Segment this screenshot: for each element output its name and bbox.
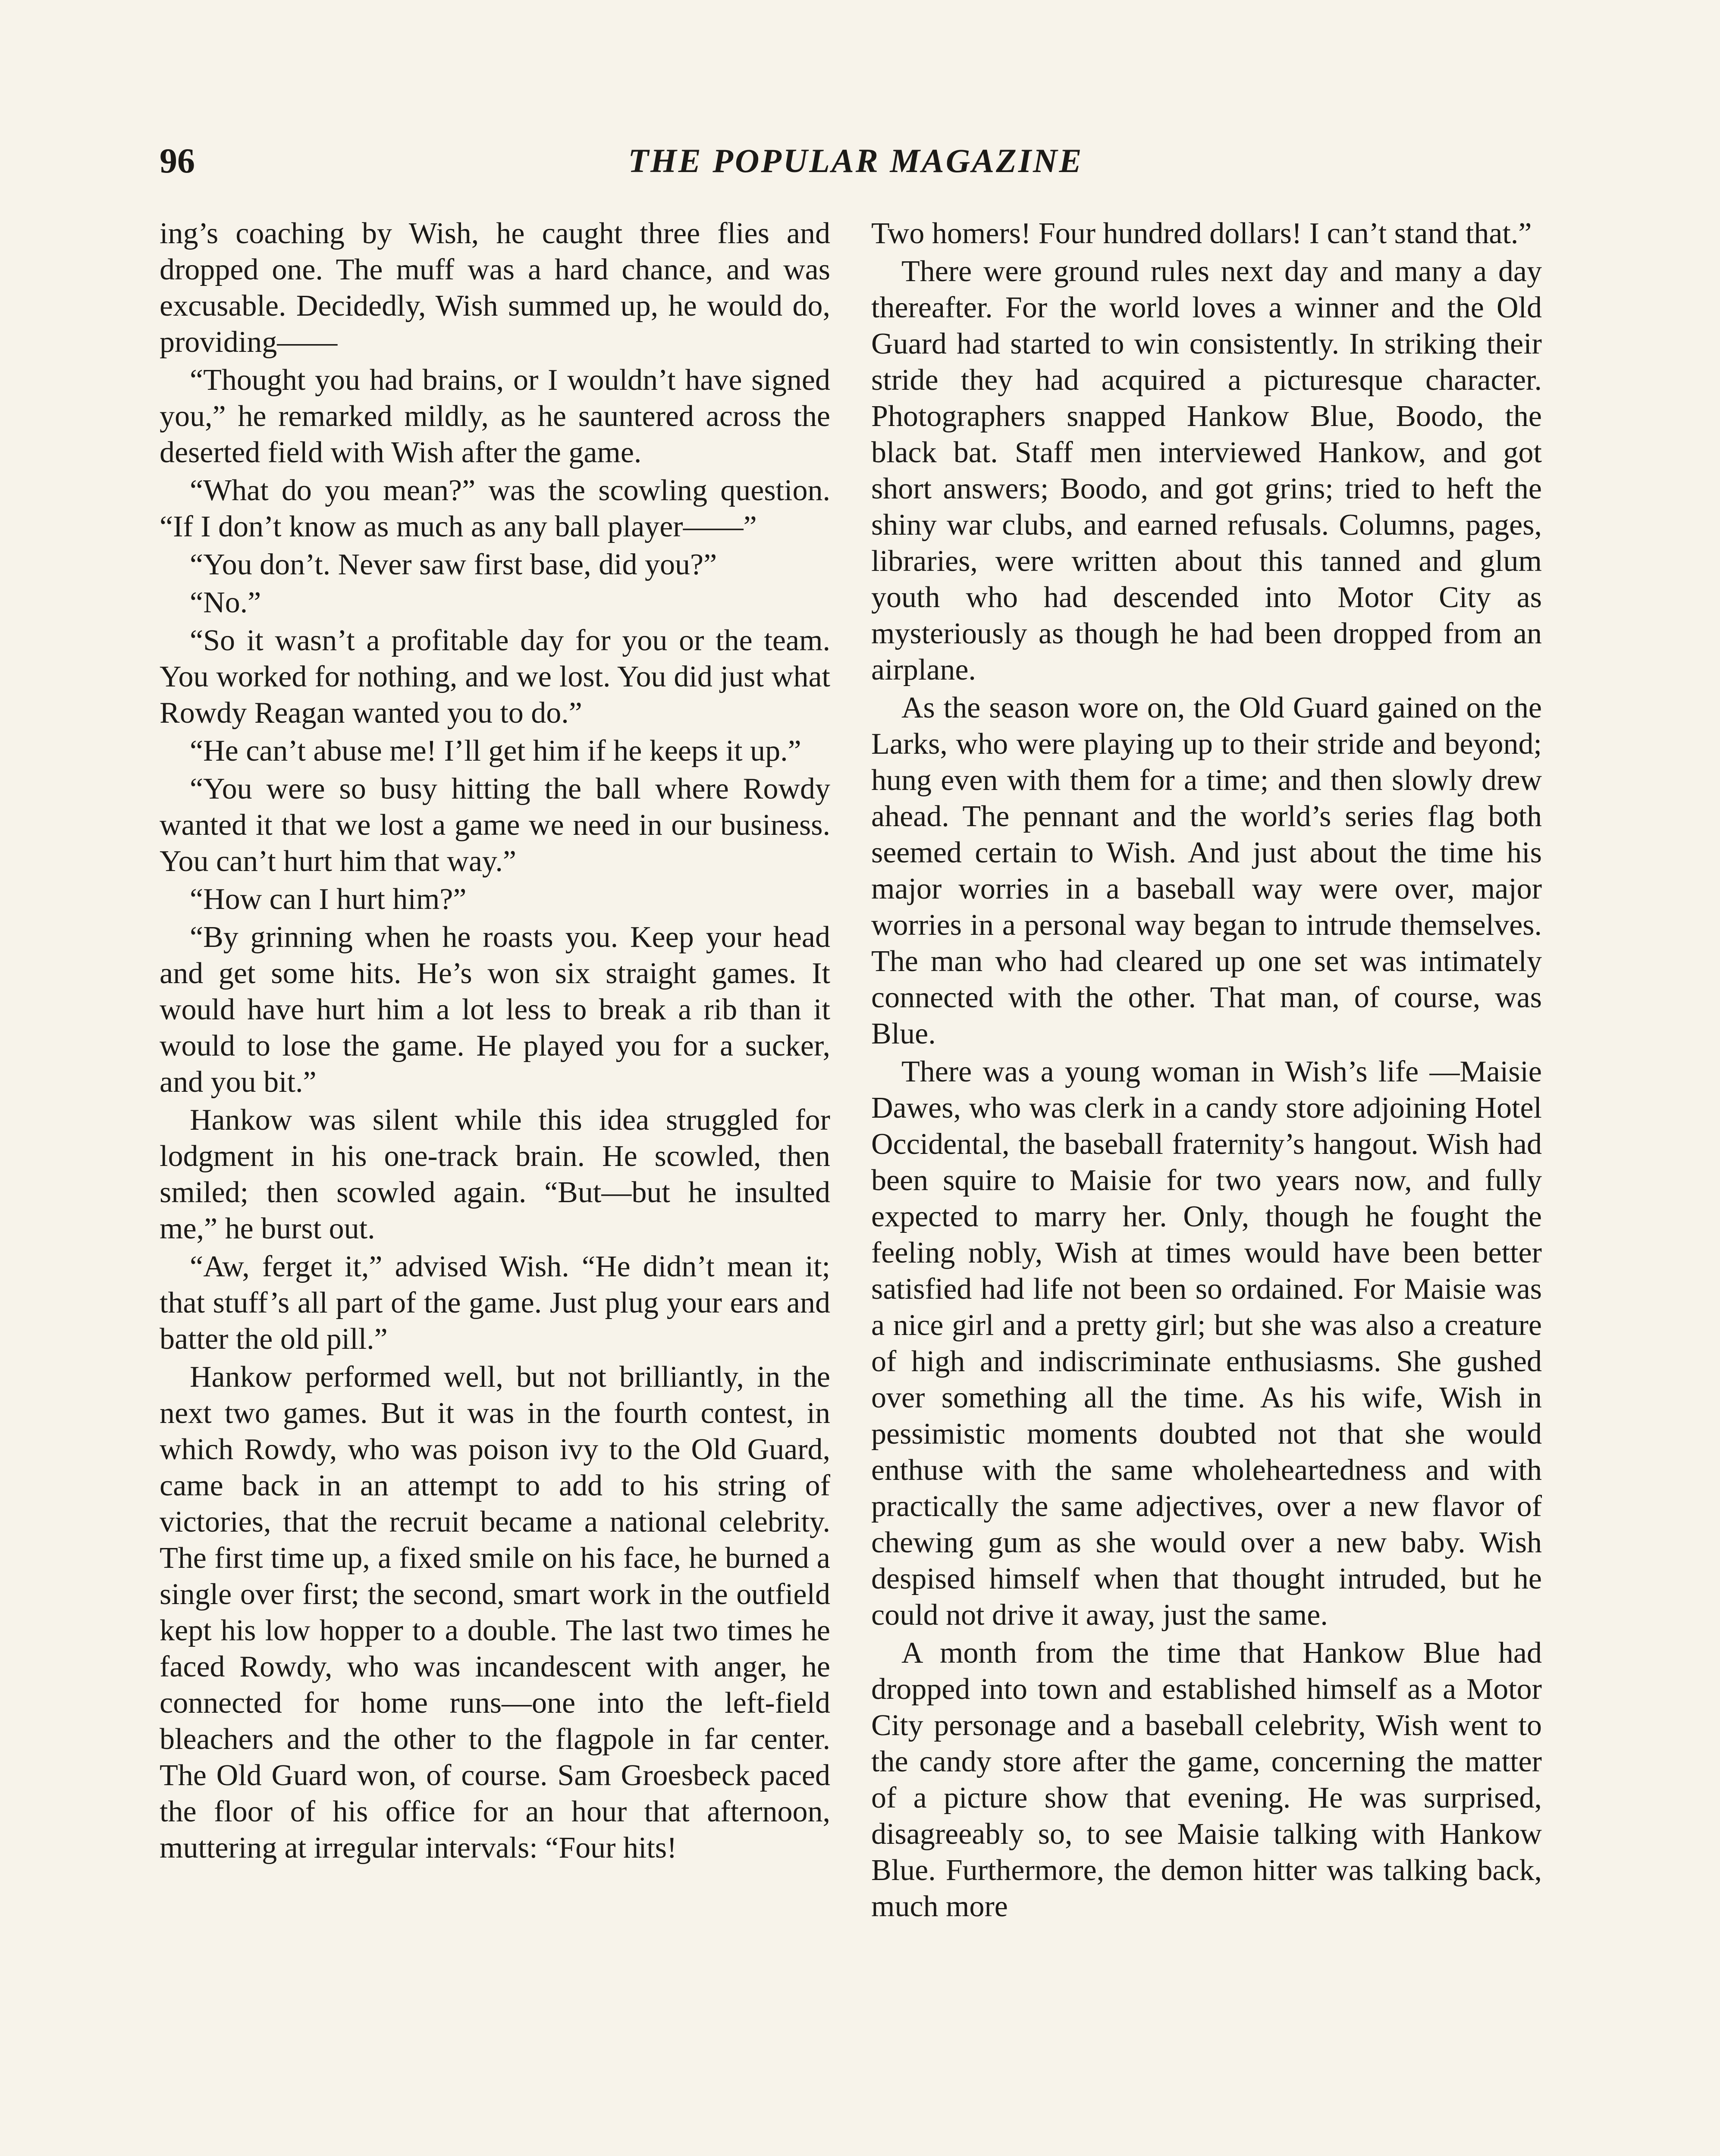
page-number: 96 <box>160 141 195 180</box>
paragraph: “Aw, ferget it,” advised Wish. “He didn’t mean it; that stuff’s all part of the game. Just plug your ears and batter the old pill.” <box>160 1250 830 1356</box>
paragraph: As the season wore on, the Old Guard gained on the Larks, who were playing up to their stride and beyond; hung even with them for a time; and then slowly drew ahead. The pennant and the world’s series flag both seemed certain to Wish. And just about the time his major worries in a baseball way were over, major worries in a personal way began to intrude themselves. The man who had cleared up one set was intimately connected with the other. That man, of course, was Blue. <box>871 691 1542 1050</box>
paragraph: “No.” <box>190 586 261 619</box>
paragraph: Hankow performed well, but not brilliantly, in the next two games. But it was in the fourth contest, in which Rowdy, who was poison ivy to the Old Guard, came back in an attempt to add to his string of victories, that the recruit became a national celebrity. The first time up, a fixed smile on his face, he burned a single over first; the second, smart work in the outfield kept his low hopper to a double. The last two times he faced Rowdy, who was incandescent with anger, he connected for home runs—one into the left-field bleachers and the other to the flagpole in far center. The Old Guard won, of course. Sam Groesbeck paced the floor of his office for an hour that afternoon, muttering at irregular intervals: “Four hits! <box>160 1360 830 1865</box>
paragraph: “He can’t abuse me! I’ll get him if he keeps it up.” <box>190 734 801 768</box>
paragraph: “You were so busy hitting the ball where Rowdy wanted it that we lost a game we need in our business. You can’t hurt him that way.” <box>160 772 830 878</box>
paragraph: “Thought you had brains, or I wouldn’t have signed you,” he remarked mildly, as he sauntered across the deserted field with Wish after the game. <box>160 364 830 469</box>
left-column <box>160 216 830 2156</box>
paragraph: Hankow was silent while this idea struggled for lodgment in his one-track brain. He scowled, then smiled; then scowled again. “But—but he insulted me,” he burst out. <box>160 1103 830 1245</box>
paragraph: “How can I hurt him?” <box>190 883 467 916</box>
running-head: THE POPULAR MAGAZINE <box>628 142 1083 179</box>
paragraph: There were ground rules next day and many a day thereafter. For the world loves a winner and the Old Guard had started to win consistently. In striking their stride they had acquired a picturesque character. Photographers snapped Hankow Blue, Boodo, the black bat. Staff men interviewed Hankow, and got short answers; Boodo, and got grins; tried to heft the shiny war clubs, and earned refusals. Columns, pages, libraries, were written about this tanned and glum youth who had descended into Motor City as mysteriously as though he had been dropped from an airplane. <box>871 255 1542 686</box>
paragraph: ing’s coaching by Wish, he caught three flies and dropped one. The muff was a hard chance, and was excusable. Decidedly, Wish summed up, he would do, providing—— <box>160 217 830 359</box>
right-column <box>871 216 1542 2156</box>
paragraph: “So it wasn’t a profitable day for you or the team. You worked for nothing, and we lost. You did just what Rowdy Reagan wanted you to do.” <box>160 624 830 730</box>
paragraph: There was a young woman in Wish’s life —Maisie Dawes, who was clerk in a candy store adjoining Hotel Occidental, the baseball fraternity’s hangout. Wish had been squire to Maisie for two years now, and fully expected to marry her. Only, though he fought the feeling nobly, Wish at times would have been better satisfied had life not been so ordained. For Maisie was a nice girl and a pretty girl; but she was also a creature of high and indiscriminate enthusiasms. She gushed over something all the time. As his wife, Wish in pessimistic moments doubted not that she would enthuse with the same wholeheartedness and with practically the same adjectives, over a new flavor of chewing gum as she would over a new baby. Wish despised himself when that thought intruded, but he could not drive it away, just the same. <box>871 1055 1542 1632</box>
paragraph: “You don’t. Never saw first base, did you?” <box>190 548 717 581</box>
paragraph: A month from the time that Hankow Blue had dropped into town and established himself as a Motor City personage and a baseball celebrity, Wish went to the candy store after the game, concerning the matter of a picture show that evening. He was surprised, disagreeably so, to see Maisie talking with Hankow Blue. Furthermore, the demon hitter was talking back, much more <box>871 1636 1542 1923</box>
paragraph: “What do you mean?” was the scowling question. “If I don’t know as much as any ball player——” <box>160 474 830 543</box>
paragraph: “By grinning when he roasts you. Keep your head and get some hits. He’s won six straight games. It would have hurt him a lot less to break a rib than it would to lose the game. He played you for a sucker, and you bit.” <box>160 921 830 1099</box>
page-header <box>160 137 1552 185</box>
paragraph: Two homers! Four hundred dollars! I can’t stand that.” <box>871 217 1532 250</box>
